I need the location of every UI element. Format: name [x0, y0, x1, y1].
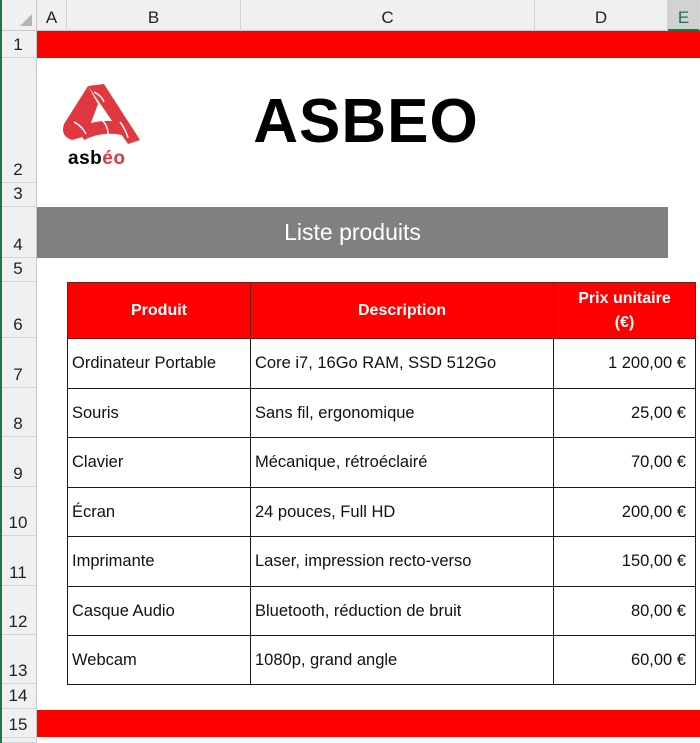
cell-description[interactable]: Sans fil, ergonomique — [251, 389, 554, 438]
row-header-15[interactable]: 15 — [0, 709, 37, 738]
row-header-11[interactable]: 11 — [0, 536, 37, 586]
cell-product[interactable]: Souris — [68, 389, 251, 438]
asbeo-logo — [58, 82, 144, 174]
row-header-10[interactable]: 10 — [0, 487, 37, 536]
row-header-14[interactable]: 14 — [0, 684, 37, 709]
cell-description[interactable]: Mécanique, rétroéclairé — [251, 438, 554, 488]
products-table — [67, 282, 696, 685]
header-price-line1: Prix unitaire — [578, 289, 671, 307]
logo-text-main: asb — [68, 148, 103, 169]
row-header-12[interactable]: 12 — [0, 586, 37, 635]
column-header-d[interactable]: D — [535, 0, 668, 31]
column-header-c[interactable]: C — [241, 0, 535, 31]
cell-price[interactable]: 200,00 € — [554, 488, 696, 537]
cell-product[interactable]: Imprimante — [68, 537, 251, 587]
column-header-a[interactable]: A — [37, 0, 67, 31]
header-produit: Produit — [68, 283, 251, 339]
row-header-1[interactable]: 1 — [0, 31, 37, 58]
row-header-2[interactable]: 2 — [0, 58, 37, 183]
table-row — [68, 537, 696, 587]
select-all-button[interactable] — [0, 0, 37, 31]
cell-price[interactable]: 1 200,00 € — [554, 339, 696, 389]
logo-text-accent: éo — [102, 148, 126, 169]
cell-description[interactable]: Bluetooth, réduction de bruit — [251, 587, 554, 636]
cell-description[interactable]: Laser, impression recto-verso — [251, 537, 554, 587]
cell-product[interactable]: Ordinateur Portable — [68, 339, 251, 389]
bottom-red-band — [37, 710, 700, 737]
cell-description[interactable]: 1080p, grand angle — [251, 636, 554, 685]
row-header-3[interactable]: 3 — [0, 183, 37, 207]
table-row — [68, 587, 696, 636]
row-header-16[interactable] — [0, 738, 37, 743]
column-header-b[interactable]: B — [67, 0, 241, 31]
column-header-e[interactable]: E — [668, 0, 700, 31]
asbeo-logo-icon — [58, 82, 144, 152]
table-row — [68, 389, 696, 438]
select-all-triangle-icon — [20, 14, 32, 26]
cell-product[interactable]: Casque Audio — [68, 587, 251, 636]
cell-price[interactable]: 70,00 € — [554, 438, 696, 488]
cell-price[interactable]: 150,00 € — [554, 537, 696, 587]
cell-description[interactable]: 24 pouces, Full HD — [251, 488, 554, 537]
cell-product[interactable]: Webcam — [68, 636, 251, 685]
table-row — [68, 438, 696, 488]
top-red-band — [37, 31, 700, 58]
logo-wordmark — [68, 148, 125, 170]
row-header-6[interactable]: 6 — [0, 282, 37, 338]
table-row — [68, 339, 696, 389]
row-header-4[interactable]: 4 — [0, 207, 37, 258]
row-header-8[interactable]: 8 — [0, 388, 37, 437]
section-title: Liste produits — [284, 219, 421, 245]
section-title-band — [37, 207, 668, 258]
header-description: Description — [251, 283, 554, 339]
cell-product[interactable]: Clavier — [68, 438, 251, 488]
cell-product[interactable]: Écran — [68, 488, 251, 537]
cell-price[interactable]: 80,00 € — [554, 587, 696, 636]
row-header-5[interactable]: 5 — [0, 258, 37, 282]
header-price-line2: (€) — [614, 313, 635, 331]
table-row — [68, 636, 696, 685]
table-row — [68, 488, 696, 537]
cell-price[interactable]: 25,00 € — [554, 389, 696, 438]
window-left-edge — [0, 0, 2, 743]
page-title: ASBEO — [253, 87, 479, 156]
header-prix-unitaire — [554, 283, 696, 339]
row-header-13[interactable]: 13 — [0, 635, 37, 684]
cell-description[interactable]: Core i7, 16Go RAM, SSD 512Go — [251, 339, 554, 389]
row-header-7[interactable]: 7 — [0, 338, 37, 388]
row-header-9[interactable]: 9 — [0, 437, 37, 487]
cell-price[interactable]: 60,00 € — [554, 636, 696, 685]
